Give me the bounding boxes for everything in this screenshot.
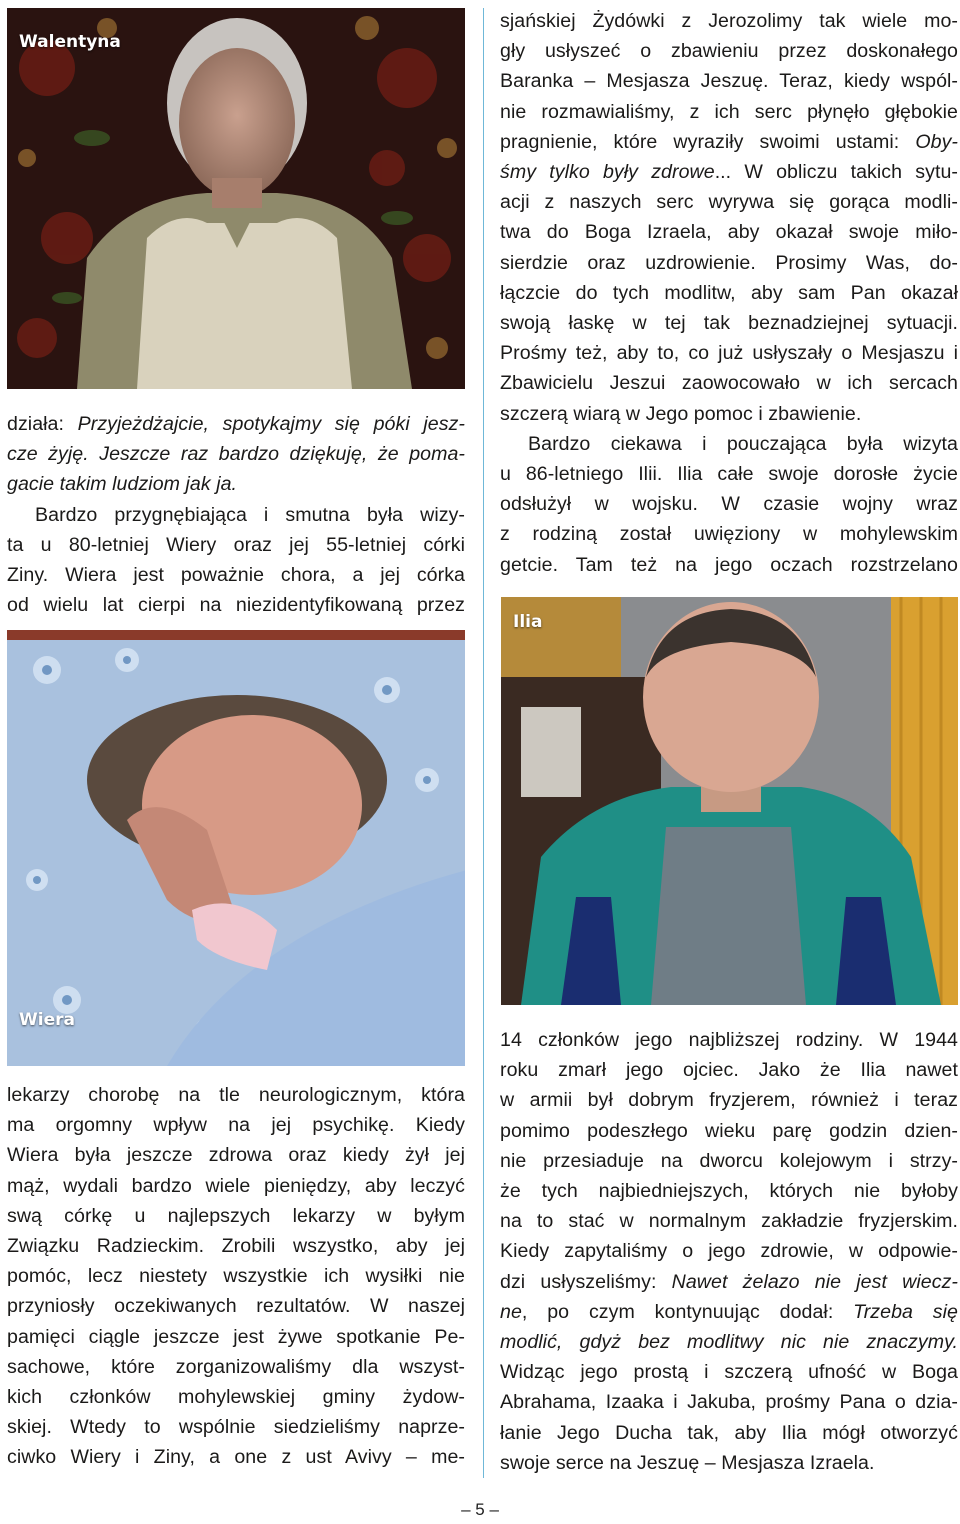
column-divider xyxy=(483,8,484,1478)
paragraph-right-bottom: 14 członków jego najbliższej rodziny. W 1944 roku zmarł jego ojciec. Jako że Ilia nawet w armii był dobrym fryzjerem, również i teraz pomimo podeszłego wieku parę godzin dzien- nie przesiaduje na dworcu kolejowym i strzy- że tych najbiedniejszych, których nie byłoby na to stać w normalnym zakładzie fryzjerskim. Kiedy zapytaliśmy o jego zdrowie, w odpowie- dzi usłyszeliśmy: Nawet żelazo nie jest wiecz- ne, po czym kontynuując dodał: Trzeba się modlić, gdyż bez modlitwy nic nie znaczymy. Widząc jego prostą i szczerą ufność w Boga Abrahama, Izaaka i Jakuba, prośmy Pana o dzia- łanie Jego Ducha tak, aby Ilia mógł otworzyć swoje serce na Jeszuę – Mesjasza Izraela. xyxy=(500,1029,958,1474)
paragraph-right-top: sjańskiej Żydówki z Jerozolimy tak wiele mo- gły usłyszeć o zbawieniu przez doskonałego Baranka – Mesjasza Jeszuę. Teraz, kiedy wspól- nie rozmawialiśmy, z ich serc płynęło głębokie pragnienie, które wyraziły swoimi ustami: Oby- śmy tylko były zdrowe... W obliczu takich sytu- acji z naszych serc wyrywa się gorąca modli- twa do Boga Izraela, aby okazał swoje miło- sierdzie oraz uzdrowienie. Prosimy Was, do- łączcie do tych modlitw, aby sam Pan okazał swoją łaskę w tej tak beznadziejnej sytuacji. Prośmy też, aby to, co już usłyszały o Mesjaszu i Zbawicielu Jeszui zaowocowało w ich sercach szczerą wiarą w Jego pomoc i zbawienie. Bardzo ciekawa i pouczająca była wizyta u 86-letniego Ilii. Ilia całe swoje dorosłe życie odsłużył w wojsku. W czasie wojny wraz z rodziną został uwięziony w mohylewskim getcie. Tam też na jego oczach rozstrzelano xyxy=(500,10,958,576)
caption-wiera: Wiera xyxy=(19,1010,75,1030)
paragraph-left-top: działa: Przyjeżdżajcie, spotykajmy się póki jesz- cze żyję. Jeszcze raz bardzo dziękuję, że poma- gacie takim ludziom jak ja. Bardzo przygnębiająca i smutna była wizy- ta u 80-letniej Wiery oraz jej 55-letniej córki Ziny. Wiera jest poważnie chora, a jej córka od wielu lat cierpi na niezidentyfikowaną przez xyxy=(7,413,466,617)
photo-walentyna xyxy=(7,8,465,389)
photo-wiera xyxy=(7,630,465,1066)
photo-ilia xyxy=(501,597,958,1005)
caption-walentyna: Walentyna xyxy=(19,32,121,52)
page-number: – 5 – xyxy=(461,1500,499,1519)
paragraph-left-bottom: lekarzy chorobę na tle neurologicznym, która ma orgomny wpływ na jej psychikę. Kiedy Wiera była jeszcze zdrowa oraz kiedy żył jej mąż, wydali bardzo wiele pieniędzy, aby leczyć swą córkę u najlepszych lekarzy w byłym Związku Radzieckim. Zrobili wszystko, aby jej pomóc, lecz niestety wszystkie ich wysiłki nie przyniosły oczekiwanych rezultatów. W naszej pamięci ciągle jeszcze jest żywe spotkanie Pe- sachowe, które zorganizowaliśmy dla wszyst- kich członków mohylewskiej gminy żydow- skiej. Wtedy to wspólnie siedzieliśmy naprze- ciwko Wiery i Ziny, a one z ust Avivy – me- xyxy=(7,1084,465,1469)
caption-ilia: Ilia xyxy=(513,612,543,632)
